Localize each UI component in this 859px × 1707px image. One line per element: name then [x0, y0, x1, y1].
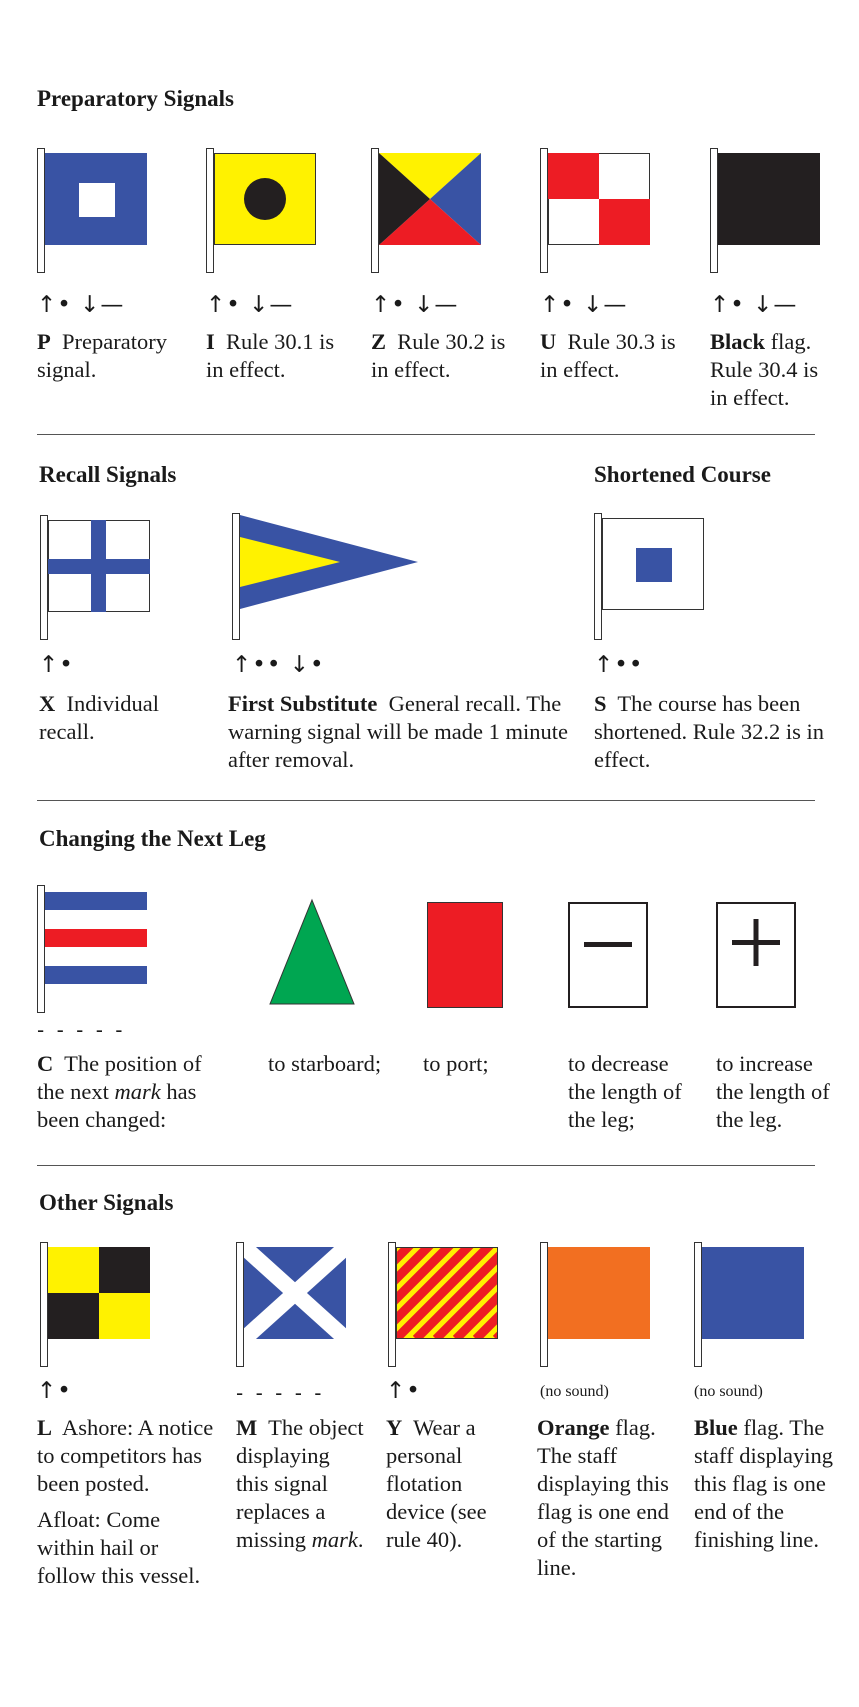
flag-pole [40, 1242, 48, 1367]
flag-pole [694, 1242, 702, 1367]
flag-pole [37, 148, 45, 273]
caption-orange: Orange flag. The staff displaying this flag is one end of the starting line. [537, 1415, 669, 1580]
p-flag-icon [45, 153, 147, 245]
section-divider [37, 434, 815, 435]
z-flag-icon [379, 153, 481, 245]
caption-black: Black flag. Rule 30.4 is in effect. [710, 329, 819, 410]
other-heading: Other Signals [39, 1190, 174, 1215]
caption-u: U Rule 30.3 is in effect. [540, 329, 676, 382]
sound-signal: - - - - - [37, 1018, 126, 1042]
plus-board-icon [716, 902, 796, 1008]
caption-x: X Individual recall. [39, 691, 159, 744]
caption-l-afloat: Afloat: Come within hail or follow this vessel. [37, 1507, 201, 1588]
orange-flag-icon [548, 1247, 650, 1339]
caption-blue: Blue flag. The staff displaying this flag is one end of the finishing line. [694, 1415, 833, 1552]
s-flag-icon [602, 518, 704, 610]
flag-pole [206, 148, 214, 273]
c-flag-icon [45, 892, 147, 984]
sound-signal: ↑• ↓— [710, 292, 798, 318]
caption-y: Y Wear a personal flotation device (see rule 40). [386, 1415, 487, 1552]
sound-signal: ↑• ↓— [206, 292, 294, 318]
caption-p: P Preparatory signal. [37, 329, 167, 382]
green-triangle-icon [268, 898, 356, 1006]
option-port: to port; [423, 1051, 489, 1076]
flag-pole [388, 1242, 396, 1367]
option-decrease: to decrease the length of the leg; [568, 1051, 682, 1132]
caption-m: M The object displaying this signal replaces a missing mark. [236, 1415, 364, 1552]
flag-pole [540, 1242, 548, 1367]
flag-pole [37, 885, 45, 1013]
red-rectangle-icon [427, 902, 503, 1008]
sound-signal: ↑• ↓— [540, 292, 628, 318]
section-divider [37, 1165, 815, 1166]
flag-pole [236, 1242, 244, 1367]
shortened-heading: Shortened Course [594, 462, 771, 487]
caption-s: S The course has been shortened. Rule 32.2 is in effect. [594, 691, 824, 772]
no-sound-label: (no sound) [540, 1383, 609, 1400]
first-substitute-pennant-icon [240, 515, 420, 609]
sound-signal: ↑•• [594, 652, 644, 678]
recall-heading: Recall Signals [39, 462, 177, 487]
flag-pole [540, 148, 548, 273]
changing-heading: Changing the Next Leg [39, 826, 266, 851]
u-flag-icon [548, 153, 650, 245]
flag-pole [594, 513, 602, 640]
sound-signal: ↑• [386, 1378, 421, 1404]
caption-i: I Rule 30.1 is in effect. [206, 329, 335, 382]
m-flag-icon [244, 1247, 346, 1339]
no-sound-label: (no sound) [694, 1383, 763, 1400]
flag-pole [710, 148, 718, 273]
x-flag-icon [48, 520, 150, 612]
option-starboard: to starboard; [268, 1051, 382, 1076]
caption-first-substitute: First Substitute General recall. The warning signal will be made 1 minute after removal. [228, 691, 568, 772]
sound-signal: ↑• [39, 652, 74, 678]
l-flag-icon [48, 1247, 150, 1339]
sound-signal: ↑• ↓— [371, 292, 459, 318]
flag-pole [371, 148, 379, 273]
caption-z: Z Rule 30.2 is in effect. [371, 329, 506, 382]
option-increase: to increase the length of the leg. [716, 1051, 830, 1132]
y-flag-icon [396, 1247, 498, 1339]
blue-flag-icon [702, 1247, 804, 1339]
caption-c: C The position of the next mark has been changed: [37, 1051, 202, 1132]
sound-signal: ↑•• ↓• [232, 652, 325, 678]
section-divider [37, 800, 815, 801]
black-flag-icon [718, 153, 820, 245]
sound-signal: ↑• ↓— [37, 292, 125, 318]
sound-signal: ↑• [37, 1378, 72, 1404]
caption-l: L Ashore: A notice to competitors has been posted. Afloat: Come within hail or follow this vessel. [37, 1414, 222, 1590]
flag-pole [40, 515, 48, 640]
minus-board-icon [568, 902, 648, 1008]
i-flag-icon [214, 153, 316, 245]
sound-signal: - - - - - [236, 1381, 325, 1405]
flag-pole [232, 513, 240, 640]
preparatory-heading: Preparatory Signals [37, 86, 234, 111]
